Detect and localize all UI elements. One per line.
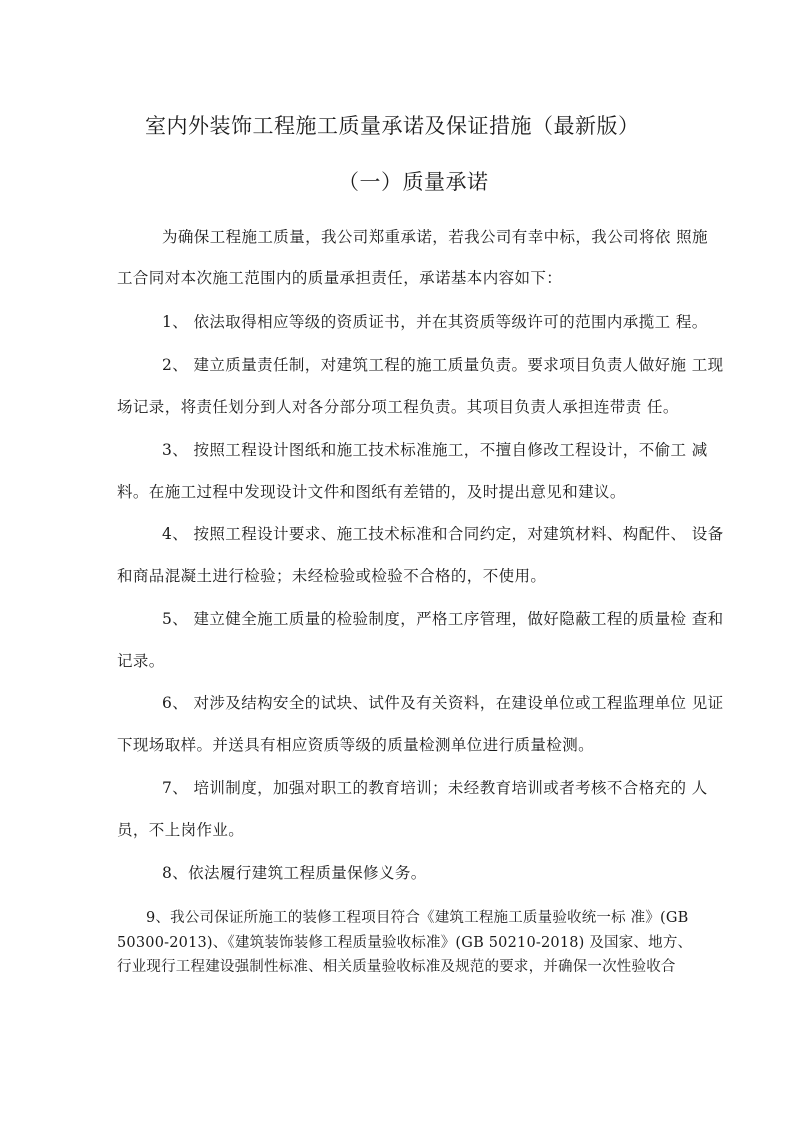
item-7-line: 7、 培训制度，加强对职工的教育培训；未经教育培训或者考核不合格充的 人 <box>162 779 708 797</box>
item-7-line: 员，不上岗作业。 <box>117 821 245 839</box>
intro-line: 为确保工程施工质量，我公司郑重承诺，若我公司有幸中标，我公司将依 照施 <box>162 228 708 246</box>
intro-line: 工合同对本次施工范围内的质量承担责任，承诺基本内容如下： <box>117 269 563 287</box>
item-4-line: 和商品混凝土进行检验；未经检验或检验不合格的，不使用。 <box>117 567 547 585</box>
section-heading: （一）质量承诺 <box>338 170 489 194</box>
document-title: 室内外装饰工程施工质量承诺及保证措施（最新版） <box>145 114 640 138</box>
item-2-line: 场记录，将责任划分到人对各分部分项工程负责。其项目负责人承担连带责 任。 <box>117 398 679 416</box>
item-9-line: 9、我公司保证所施工的装修工程项目符合《建筑工程施工质量验收统一标 准》(GB <box>146 910 689 926</box>
item-4-line: 4、 按照工程设计要求、施工技术标准和合同约定，对建筑材料、构配件、 设备 <box>162 525 724 543</box>
item-3-line: 3、 按照工程设计图纸和施工技术标准施工，不擅自修改工程设计，不偷工 减 <box>162 441 708 459</box>
item-3-line: 料。在施工过程中发现设计文件和图纸有差错的，及时提出意见和建议。 <box>117 483 626 501</box>
item-8-line: 8、依法履行建筑工程质量保修义务。 <box>162 864 427 882</box>
item-6-line: 下现场取样。并送具有相应资质等级的质量检测单位进行质量检测。 <box>117 736 595 754</box>
item-9-line: 50300-2013)、《建筑装饰装修工程质量验收标准》(GB 50210-2018) 及国家、地方、 <box>117 935 693 951</box>
item-2-line: 2、 建立质量责任制，对建筑工程的施工质量负责。要求项目负责人做好施 工现 <box>162 356 724 374</box>
item-5-line: 记录。 <box>117 652 165 670</box>
item-9-line: 行业现行工程建设强制性标准、相关质量验收标准及规范的要求，并确保一次性验收合 <box>117 959 676 975</box>
item-5-line: 5、 建立健全施工质量的检验制度，严格工序管理，做好隐蔽工程的质量检 查和 <box>162 610 724 628</box>
item-1-line: 1、 依法取得相应等级的资质证书，并在其资质等级许可的范围内承揽工 程。 <box>162 313 708 331</box>
item-6-line: 6、 对涉及结构安全的试块、试件及有关资料，在建设单位或工程监理单位 见证 <box>162 694 724 712</box>
